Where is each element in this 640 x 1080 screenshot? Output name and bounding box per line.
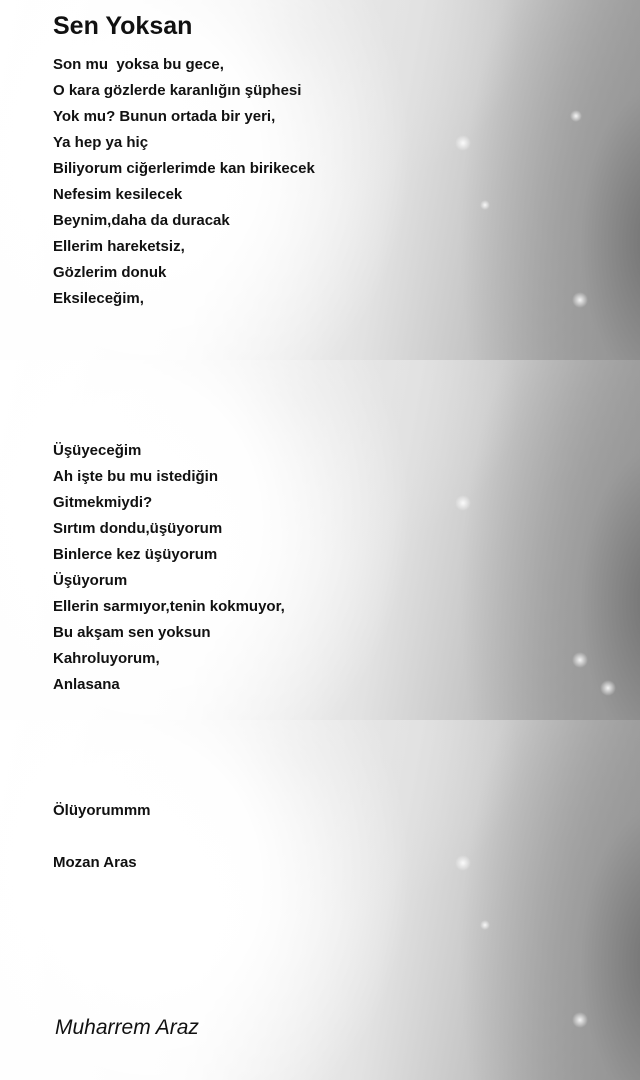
poem-line: Kahroluyorum,: [53, 650, 160, 667]
poem-line: Üşüyorum: [53, 572, 128, 589]
poem-line: [53, 412, 285, 438]
poem-line: [53, 772, 151, 798]
poem-line: Son mu yoksa bu gece,: [53, 56, 224, 73]
poem-line: Biliyorum ciğerlerimde kan birikecek: [53, 160, 315, 177]
poem-panel-2: [0, 360, 640, 720]
stanza-1: [53, 52, 315, 312]
poem-line: Sırtım dondu,üşüyorum: [53, 520, 223, 537]
sparkle-decoration: [572, 652, 588, 668]
stanza-3: [53, 772, 151, 876]
stanza-2: [53, 412, 285, 698]
poem-title: Sen Yoksan: [53, 12, 193, 40]
poem-line: Mozan Aras: [53, 854, 137, 871]
sparkle-decoration: [480, 200, 490, 210]
poem-panel-3: [0, 720, 640, 1080]
poem-line: Ölüyorummm: [53, 802, 151, 819]
poem-line: Üşüyeceğim: [53, 442, 142, 459]
sparkle-decoration: [570, 110, 582, 122]
poem-line: Yok mu? Bunun ortada bir yeri,: [53, 108, 276, 125]
poem-line: Bu akşam sen yoksun: [53, 624, 211, 641]
poem-panel-1: [0, 0, 640, 360]
sparkle-decoration: [455, 135, 471, 151]
sparkle-decoration: [480, 920, 490, 930]
poem-line: O kara gözlerde karanlığın şüphesi: [53, 82, 302, 99]
poem-line: Gitmekmiydi?: [53, 494, 153, 511]
poem-line: Beynim,daha da duracak: [53, 212, 230, 229]
poem-line: Anlasana: [53, 676, 120, 693]
poem-line: [53, 824, 151, 850]
sparkle-decoration: [455, 855, 471, 871]
poem-line: Eksileceğim,: [53, 290, 144, 307]
poem-line: Gözlerim donuk: [53, 264, 167, 281]
poem-line: Ah işte bu mu istediğin: [53, 468, 219, 485]
poem-line: Ellerim hareketsiz,: [53, 238, 185, 255]
sparkle-decoration: [572, 292, 588, 308]
poem-line: Ellerin sarmıyor,tenin kokmuyor,: [53, 598, 285, 615]
poem-line: Ya hep ya hiç: [53, 134, 149, 151]
poem-author: Muharrem Araz: [55, 1016, 199, 1039]
sparkle-decoration: [572, 1012, 588, 1028]
poem-line: Binlerce kez üşüyorum: [53, 546, 218, 563]
sparkle-decoration: [455, 495, 471, 511]
poem-line: Nefesim kesilecek: [53, 186, 183, 203]
sparkle-decoration: [600, 680, 616, 696]
